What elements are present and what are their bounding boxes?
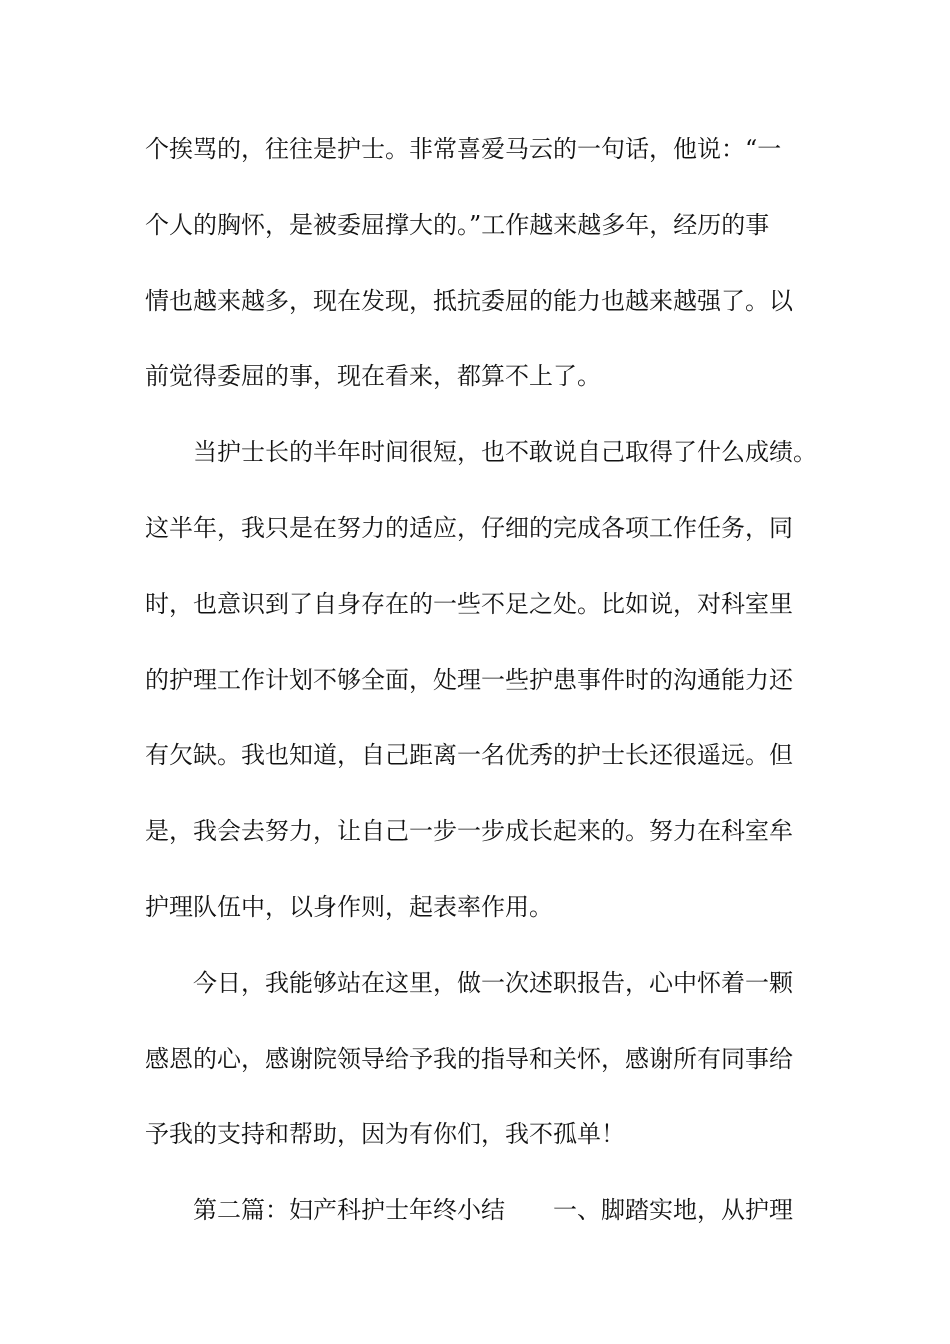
text-line: 当护士长的半年时间很短，也不敢说自己取得了什么成绩。 [193, 438, 817, 467]
text-line: 予我的支持和帮助，因为有你们，我不孤单！ [145, 1120, 625, 1149]
text-line: 时，也意识到了自身存在的一些不足之处。比如说，对科室里 [145, 589, 793, 618]
text-line: 个人的胸怀，是被委屈撑大的。”工作越来越多年，经历的事 [145, 210, 770, 239]
text-line: 护理队伍中，以身作则，起表率作用。 [145, 892, 553, 921]
text-line: 个挨骂的，往往是护士。非常喜爱马云的一句话，他说：“一 [145, 135, 782, 163]
text-line: 感恩的心，感谢院领导给予我的指导和关怀，感谢所有同事给 [145, 1044, 793, 1073]
section-heading-title: 第二篇：妇产科护士年终小结 [193, 1196, 505, 1225]
text-line: 有欠缺。我也知道，自己距离一名优秀的护士长还很遥远。但 [145, 741, 793, 770]
text-line: 是，我会去努力，让自己一步一步成长起来的。努力在科室牟 [145, 817, 793, 846]
section-heading-line [145, 1186, 810, 1262]
text-line: 的护理工作计划不够全面，处理一些护患事件时的沟通能力还 [145, 665, 793, 694]
text-line: 这半年，我只是在努力的适应，仔细的完成各项工作任务，同 [145, 513, 793, 542]
text-line: 前觉得委屈的事，现在看来，都算不上了。 [145, 362, 601, 391]
text-line: 情也越来越多，现在发现，抵抗委屈的能力也越来越强了。以 [145, 286, 793, 315]
section-heading-continuation: 一、脚踏实地，从护理 [553, 1196, 793, 1225]
document-body [145, 125, 817, 1262]
text-line: 今日，我能够站在这里，做一次述职报告，心中怀着一颗 [193, 968, 793, 997]
